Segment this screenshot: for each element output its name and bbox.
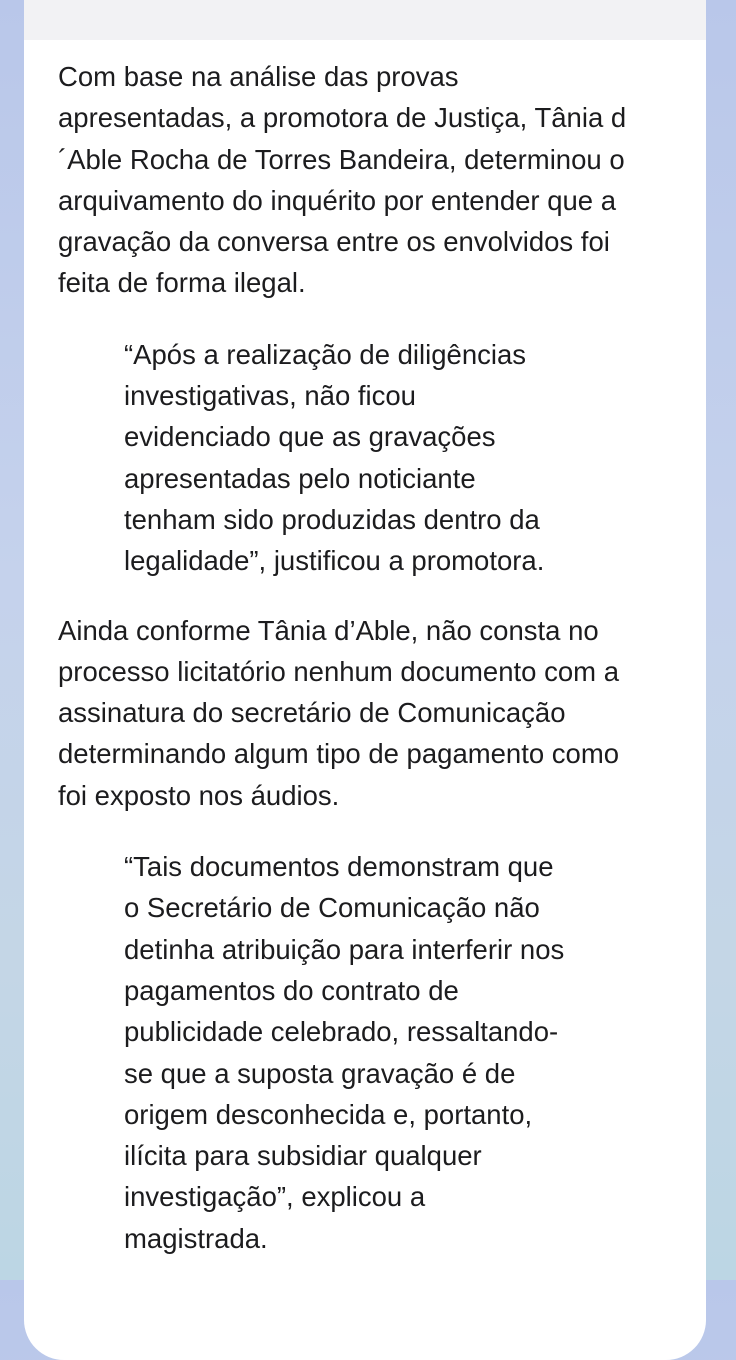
article-card	[24, 0, 706, 1360]
article-quote: “Tais documentos demonstram que o Secretário de Comunicação não detinha atribuição para interferir nos pagamentos do contrato de publicidade celebrado, ressaltando- se que a suposta gravação é de origem desconhecida e, portanto, ilícita para subsidiar qualquer investigação”, explicou a magistrada.	[124, 851, 565, 1254]
article-paragraph: Com base na análise das provas apresentadas, a promotora de Justiça, Tânia d ´Able Rocha de Torres Bandeira, determinou o arquivamento do inquérito por entender que a gravação da conversa entre os envolvidos foi feita de forma ilegal.	[58, 61, 627, 299]
article-body	[58, 56, 688, 1287]
card-header-band	[24, 0, 706, 40]
article-quote: “Após a realização de diligências investigativas, não ficou evidenciado que as gravações apresentadas pelo noticiante tenham sido produzidas dentro da legalidade”, justificou a promotora.	[124, 338, 545, 577]
article-paragraph: Ainda conforme Tânia d’Able, não consta no processo licitatório nenhum documento com a assinatura do secretário de Comunicação determinando algum tipo de pagamento como foi exposto nos áudios.	[58, 614, 620, 811]
